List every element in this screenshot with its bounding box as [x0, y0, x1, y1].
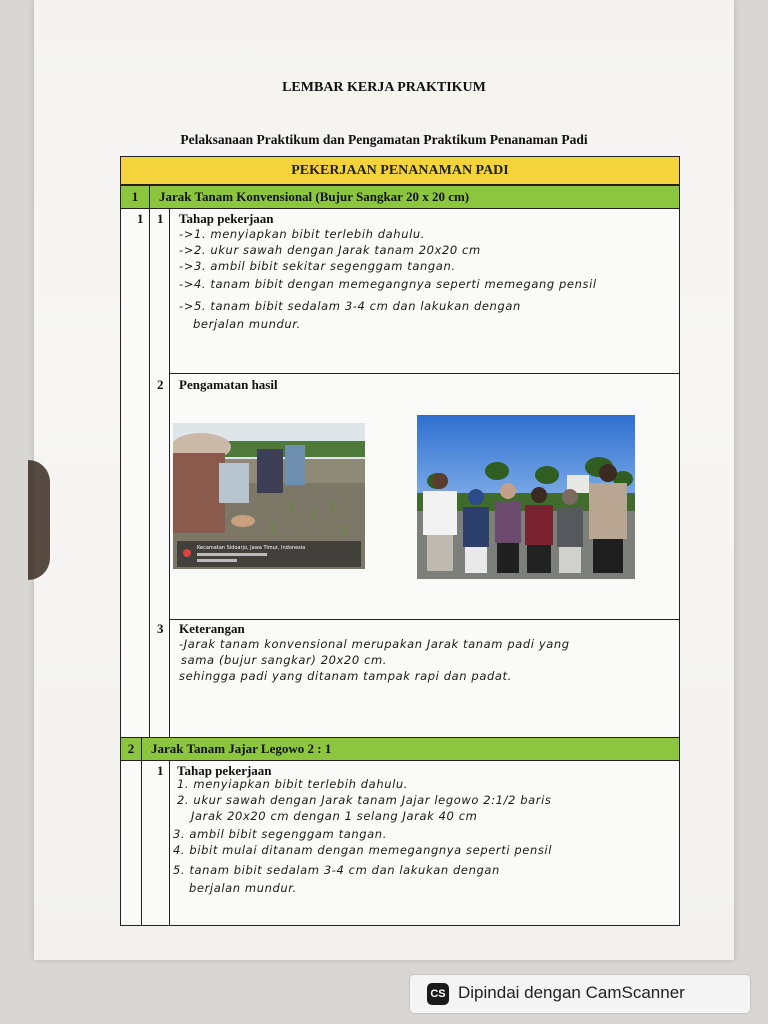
col-divider-1: [149, 209, 150, 737]
s2-step1-line: berjalan mundur.: [189, 881, 297, 895]
section1-band: [121, 185, 679, 209]
step1-heading: Tahap pekerjaan: [179, 211, 274, 226]
camscanner-badge: [410, 975, 750, 1013]
section2-title: Jarak Tanam Jajar Legowo 2 : 1: [151, 741, 332, 756]
section1-sub-number: 1: [137, 211, 144, 226]
section2-band: [121, 737, 679, 761]
row-divider-2: [169, 619, 679, 620]
table-header-band: PEKERJAAN PENANAMAN PADI: [121, 157, 679, 185]
step2-heading: Pengamatan hasil: [179, 377, 278, 392]
s2-step1-line: 4. bibit mulai ditanam dengan memegangnya seperti pensil: [173, 843, 553, 857]
col-divider-2: [169, 209, 170, 737]
section1-number: 1: [121, 186, 150, 208]
step3-number: 3: [157, 621, 164, 636]
s2-step1-line: 5. tanam bibit sedalam 3-4 cm dan lakukan dengan: [173, 863, 500, 877]
row-divider-1: [169, 373, 679, 374]
s2-step1-number: 1: [157, 763, 164, 778]
col-divider-3: [141, 761, 142, 925]
document-subtitle: Pelaksanaan Praktikum dan Pengamatan Praktikum Penanaman Padi: [180, 132, 588, 147]
photo-caption: Kecamatan Sidoarjo, Jawa Timur, Indonesia: [197, 545, 306, 551]
step3-heading: Keterangan: [179, 621, 245, 636]
worksheet-table: [120, 156, 680, 926]
camscanner-logo-icon: CS: [427, 983, 449, 1005]
camscanner-text: Dipindai dengan CamScanner: [458, 983, 685, 1002]
section1-title: Jarak Tanam Konvensional (Bujur Sangkar 20 x 20 cm): [159, 189, 470, 204]
section2-number: 2: [121, 738, 142, 760]
s2-step1-heading: Tahap pekerjaan: [177, 763, 272, 778]
scan-edge-shadow: [28, 460, 50, 580]
step1-line: ->3. ambil bibit sekitar segenggam tangan.: [179, 259, 456, 273]
s2-step1-line: 3. ambil bibit segenggam tangan.: [173, 827, 387, 841]
document-title: LEMBAR KERJA PRAKTIKUM: [282, 80, 486, 95]
step1-line: ->5. tanam bibit sedalam 3-4 cm dan lakukan dengan: [179, 299, 521, 313]
step1-line: ->4. tanam bibit dengan memegangnya seperti memegang pensil: [179, 277, 597, 291]
group-photo: [417, 415, 635, 579]
rice-planting-photo: [173, 423, 365, 569]
col-divider-4: [169, 761, 170, 925]
step3-line: -Jarak tanam konvensional merupakan Jarak tanam padi yang: [179, 637, 570, 651]
step1-line: ->2. ukur sawah dengan Jarak tanam 20x20 cm: [179, 243, 481, 257]
step2-number: 2: [157, 377, 164, 392]
s2-step1-line: 2. ukur sawah dengan Jarak tanam Jajar legowo 2:1/2 baris: [177, 793, 552, 807]
step1-number: 1: [157, 211, 164, 226]
step3-line: sama (bujur sangkar) 20x20 cm.: [181, 653, 387, 667]
s2-step1-line: Jarak 20x20 cm dengan 1 selang Jarak 40 cm: [191, 809, 478, 823]
step1-line: berjalan mundur.: [193, 317, 301, 331]
step3-line: sehingga padi yang ditanam tampak rapi dan padat.: [179, 669, 512, 683]
step1-line: ->1. menyiapkan bibit terlebih dahulu.: [179, 227, 426, 241]
s2-step1-line: 1. menyiapkan bibit terlebih dahulu.: [177, 777, 409, 791]
